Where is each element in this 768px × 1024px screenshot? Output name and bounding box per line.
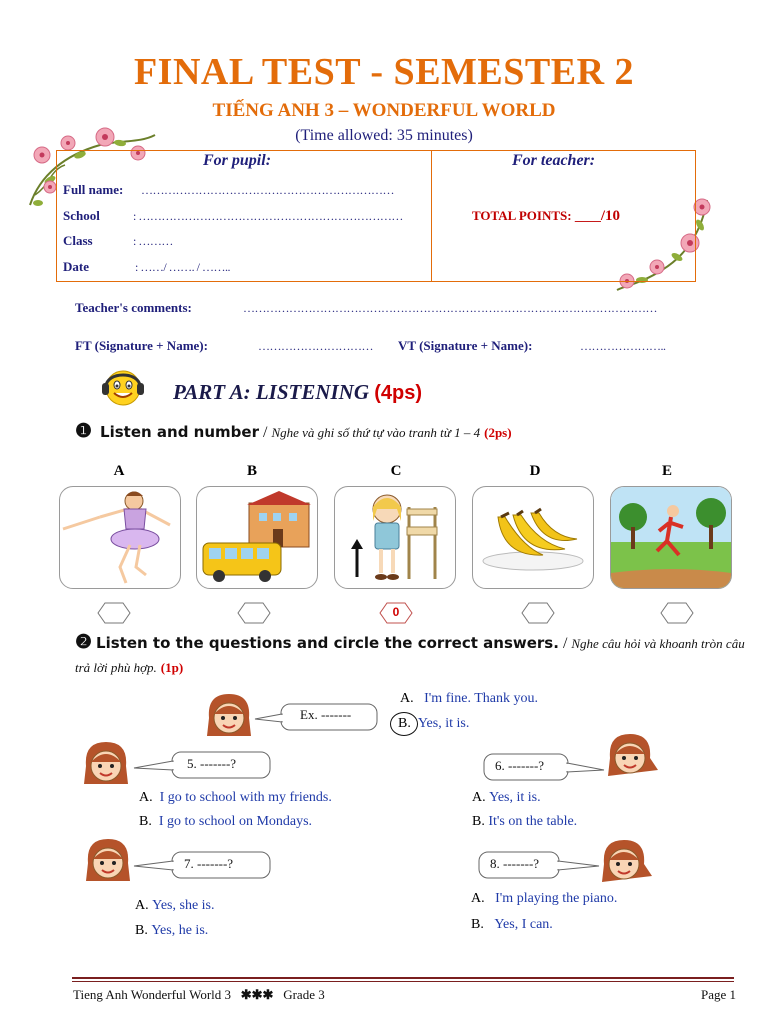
class-label: Class	[63, 233, 93, 248]
picture-b	[196, 486, 318, 589]
teacher-comments-field[interactable]: ………………………………………………………………………………………………	[243, 301, 657, 315]
teacher-heading: For teacher:	[512, 152, 596, 169]
ft-signature-field[interactable]: …………………………	[258, 339, 373, 353]
option-letter: B.	[139, 814, 152, 829]
footer-stars: ✱✱✱	[240, 987, 274, 1002]
school-field[interactable]: : ……………………………………………………………	[133, 209, 403, 223]
task1-number: ❶	[75, 421, 93, 442]
speech-bubble-example: Ex. -------	[300, 707, 352, 722]
picture-d	[472, 486, 594, 589]
test-title: FINAL TEST - SEMESTER 2	[133, 51, 635, 93]
class-field[interactable]: : ………	[133, 234, 173, 248]
option-letter: A.	[400, 691, 414, 706]
speech-bubble-q5: 5. -------?	[187, 756, 237, 771]
q7-option-b[interactable]	[135, 923, 208, 939]
task1-separator: /	[262, 424, 268, 441]
option-text: It's on the table.	[488, 814, 578, 829]
picture-e	[610, 486, 732, 589]
option-letter: B.	[398, 716, 411, 731]
time-allowed: (Time allowed: 35 minutes)	[295, 127, 473, 144]
part-a-title	[173, 380, 422, 405]
speech-bubble-q6: 6. -------?	[495, 758, 545, 773]
girl-avatar-q7-icon	[82, 835, 134, 885]
example-option-a[interactable]	[400, 691, 538, 707]
answer-c-value: 0	[392, 605, 400, 619]
footer-grade: Grade 3	[283, 987, 325, 1002]
option-letter: A.	[139, 790, 153, 805]
footer-book-title: Tieng Anh Wonderful World 3	[73, 987, 232, 1002]
task2-title: Listen to the questions and circle the correct answers.	[96, 634, 559, 652]
option-text: Yes, it is.	[489, 790, 541, 805]
teacher-comments-label: Teacher's comments:	[75, 300, 192, 315]
option-text: I go to school with my friends.	[159, 790, 332, 805]
bananas-icon	[473, 487, 593, 588]
total-points	[472, 208, 620, 225]
task1-heading	[75, 420, 512, 443]
info-box	[56, 150, 696, 282]
task2-heading	[75, 631, 755, 680]
footer-left	[73, 987, 325, 1003]
girl-avatar-q5-icon	[80, 738, 132, 788]
info-box-divider	[431, 151, 432, 281]
footer-page: Page 1	[701, 987, 737, 1002]
ft-signature-label: FT (Signature + Name):	[75, 338, 208, 353]
vt-signature-field[interactable]: …………………..	[580, 339, 666, 353]
task1-instruction: Nghe và ghi số thứ tự vào tranh từ 1 – 4	[271, 425, 481, 440]
task1-title: Listen and number	[100, 423, 259, 441]
girl-avatar-example-icon	[203, 690, 255, 740]
option-text: Yes, it is.	[417, 716, 470, 731]
option-text: I go to school on Mondays.	[158, 814, 313, 829]
task2-instruction: Nghe câu hỏi và khoanh tròn câu trả lời phù hợp.	[75, 636, 745, 675]
headphones-smiley-icon	[100, 365, 146, 409]
option-text: I'm playing the piano.	[495, 891, 618, 906]
q5-option-b[interactable]	[139, 814, 312, 830]
girl-avatar-q6-icon	[604, 730, 660, 780]
example-option-b[interactable]	[398, 716, 469, 732]
date-label: Date	[63, 259, 89, 274]
ballerina-icon	[60, 487, 180, 588]
speech-bubble-q8: 8. -------?	[490, 856, 540, 871]
vt-signature-label: VT (Signature + Name):	[398, 338, 533, 353]
option-text: Yes, she is.	[152, 898, 215, 913]
girl-avatar-q8-icon	[598, 836, 654, 886]
q8-option-a[interactable]	[471, 891, 617, 907]
option-text: Yes, he is.	[151, 923, 209, 938]
option-text: Yes, I can.	[494, 917, 553, 932]
answer-hexagon-e[interactable]	[660, 602, 694, 624]
full-name-field[interactable]: …………………………………………………………	[141, 183, 394, 197]
picture-letter-d: D	[529, 463, 541, 479]
task2-number: ❷	[75, 632, 93, 653]
picture-letter-b: B	[246, 463, 257, 479]
total-points-max: /10	[600, 208, 620, 224]
task2-separator: /	[562, 635, 568, 652]
task1-points: (2ps)	[484, 425, 512, 440]
answer-hexagon-c[interactable]	[379, 602, 413, 624]
school-bus-icon	[197, 487, 317, 588]
girl-running-icon	[611, 487, 731, 588]
picture-c	[334, 486, 456, 589]
test-subtitle: TIẾNG ANH 3 – WONDERFUL WORLD	[212, 100, 556, 121]
option-letter: A.	[472, 790, 486, 805]
option-letter: A.	[471, 891, 485, 906]
q6-option-b[interactable]	[472, 814, 577, 830]
pupil-heading: For pupil:	[203, 152, 272, 169]
option-letter: B.	[135, 923, 148, 938]
picture-a	[59, 486, 181, 589]
picture-letter-e: E	[661, 463, 672, 479]
task2-points: (1p)	[160, 660, 184, 675]
part-a-points: (4ps)	[374, 382, 423, 404]
date-field[interactable]: : ……/ ……. / ……..	[135, 260, 231, 274]
full-name-label: Full name:	[63, 182, 124, 197]
school-label: School	[63, 208, 100, 223]
q5-option-a[interactable]	[139, 790, 332, 806]
option-letter: B.	[471, 917, 484, 932]
q8-option-b[interactable]	[471, 917, 553, 933]
part-a-label: PART A: LISTENING	[173, 380, 370, 404]
girl-standing-icon	[335, 487, 455, 588]
q6-option-a[interactable]	[472, 790, 541, 806]
speech-bubble-q7: 7. -------?	[184, 856, 234, 871]
option-letter: B.	[472, 814, 485, 829]
answer-hexagon-b[interactable]	[237, 602, 271, 624]
answer-hexagon-d[interactable]	[521, 602, 555, 624]
answer-hexagon-a[interactable]	[97, 602, 131, 624]
picture-letter-c: C	[390, 463, 402, 479]
option-letter: A.	[135, 898, 149, 913]
footer-rule-top	[72, 977, 734, 979]
q7-option-a[interactable]	[135, 898, 215, 914]
option-text: I'm fine. Thank you.	[424, 691, 538, 706]
picture-letter-a: A	[113, 463, 125, 479]
total-points-label: TOTAL POINTS: ____	[472, 208, 601, 223]
footer-rule-bottom	[72, 981, 734, 982]
